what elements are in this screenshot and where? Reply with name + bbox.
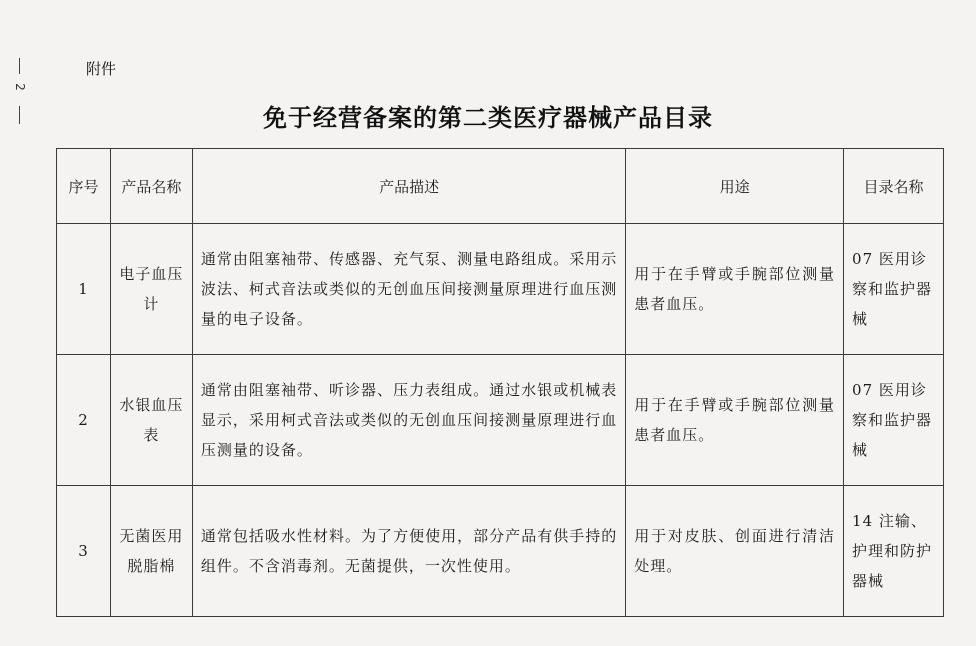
row-index: 3 bbox=[57, 486, 111, 617]
page-marker-bar-top bbox=[19, 58, 20, 74]
header-name: 产品名称 bbox=[110, 149, 192, 224]
table-row bbox=[57, 355, 944, 486]
table-row bbox=[57, 486, 944, 617]
row-product-name: 电子血压计 bbox=[110, 224, 192, 355]
row-category: 07 医用诊察和监护器械 bbox=[844, 224, 944, 355]
row-category: 07 医用诊察和监护器械 bbox=[844, 355, 944, 486]
row-description: 通常包括吸水性材料。为了方便使用，部分产品有供手持的组件。不含消毒剂。无菌提供，一次性使用。 bbox=[192, 486, 625, 617]
row-product-name: 水银血压表 bbox=[110, 355, 192, 486]
row-category: 14 注输、护理和防护器械 bbox=[844, 486, 944, 617]
row-product-name: 无菌医用脱脂棉 bbox=[110, 486, 192, 617]
attachment-label: 附件 bbox=[86, 60, 117, 78]
header-use: 用途 bbox=[626, 149, 844, 224]
row-use: 用于在手臂或手腕部位测量患者血压。 bbox=[626, 224, 844, 355]
table-row bbox=[57, 224, 944, 355]
row-use: 用于在手臂或手腕部位测量患者血压。 bbox=[626, 355, 844, 486]
header-index: 序号 bbox=[57, 149, 111, 224]
row-description: 通常由阻塞袖带、听诊器、压力表组成。通过水银或机械表显示，采用柯式音法或类似的无创血压间接测量原理进行血压测量的设备。 bbox=[192, 355, 625, 486]
row-use: 用于对皮肤、创面进行清洁处理。 bbox=[626, 486, 844, 617]
table-header-row bbox=[57, 149, 944, 224]
header-description: 产品描述 bbox=[192, 149, 625, 224]
row-index: 1 bbox=[57, 224, 111, 355]
page-number: 2 bbox=[13, 83, 27, 91]
header-category: 目录名称 bbox=[844, 149, 944, 224]
row-index: 2 bbox=[57, 355, 111, 486]
document-title: 免于经营备案的第二类医疗器械产品目录 bbox=[263, 103, 713, 132]
row-description: 通常由阻塞袖带、传感器、充气泵、测量电路组成。采用示波法、柯式音法或类似的无创血压间接测量原理进行血压测量的电子设备。 bbox=[192, 224, 625, 355]
product-catalog-table bbox=[56, 148, 944, 617]
